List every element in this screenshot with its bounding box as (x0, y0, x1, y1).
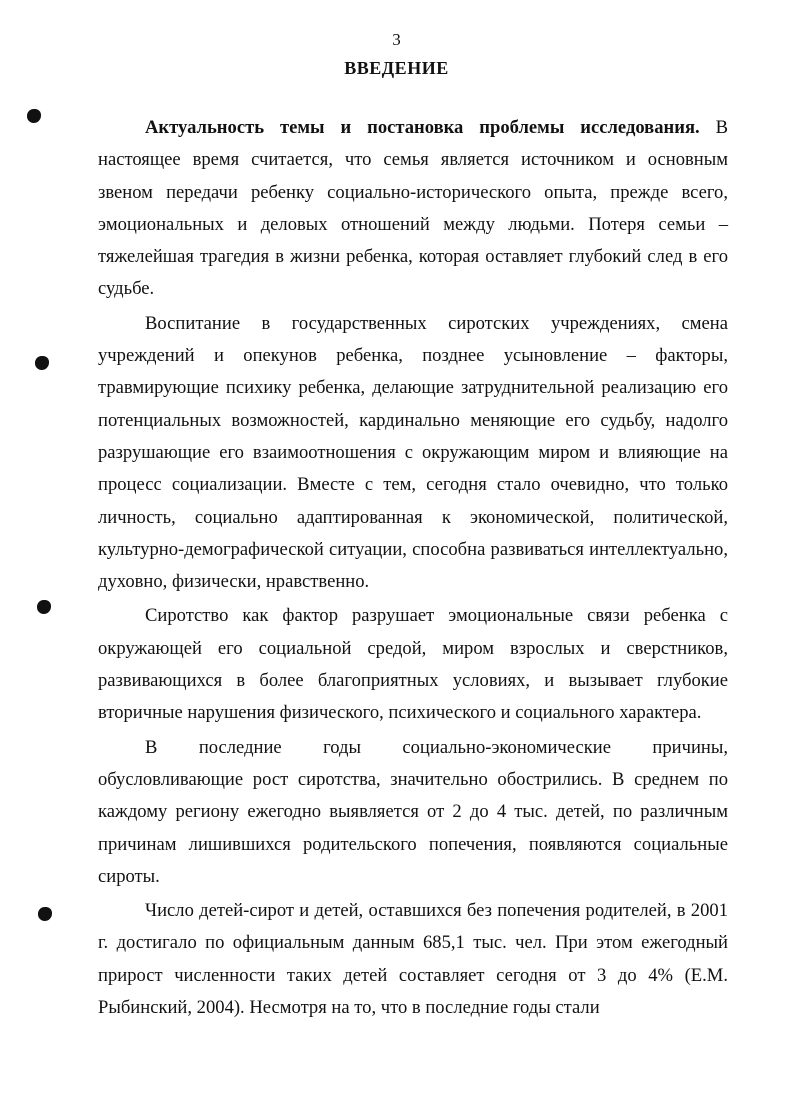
paragraph-1 (98, 112, 728, 306)
body-text (98, 112, 728, 1024)
paragraph-4: В последние годы социально-экономические причины, обусловливающие рост сиротства, значительно обострились. В среднем по каждому региону ежегодно выявляется от 2 до 4 тыс. детей, по различным причинам лишившихся родительского попечения, появляются социальные сироты. (98, 736, 728, 887)
punch-hole-2 (35, 356, 49, 370)
paragraph-5: Число детей-сирот и детей, оставшихся без попечения родителей, в 2001 г. достигало по официальным данным 685,1 тыс. чел. При этом ежегодный прирост численности таких детей составляет сегодня от 3 до 4% (Е.М. Рыбинский, 2004). Несмотря на то, что в последние годы стали (98, 900, 728, 1019)
punch-hole-3 (37, 600, 51, 614)
paragraph-3: Сиротство как фактор разрушает эмоциональные связи ребенка с окружающей его социальной средой, миром взрослых и сверстников, развивающихся в более благоприятных условиях, и вызывает глубокие вторичные нарушения физического, психического и социального характера. (98, 605, 728, 724)
paragraph-1-text: В настоящее время считается, что семья является источником и основным звеном передачи ребенку социально-исторического опыта, прежде всего, эмоциональных и деловых отношений между людьми. Потеря семьи – тяжелейшая трагедия в жизни ребенка, которая оставляет глубокий след в его судьбе. (98, 117, 728, 300)
punch-hole-1 (27, 109, 41, 123)
paragraph-2: Воспитание в государственных сиротских учреждениях, смена учреждений и опекунов ребенка, позднее усыновление – факторы, травмирующие психику ребенка, делающие затруднительной реализацию его потенциальных возможностей, кардинально меняющие его судьбу, надолго разрушающие его взаимоотношения с окружающим миром и влияющие на процесс социализации. Вместе с тем, сегодня стало очевидно, что только личность, социально адаптированная к экономической, политической, культурно-демографической ситуации, способна развиваться интеллектуально, духовно, физически, нравственно. (98, 312, 728, 593)
page-number: 3 (392, 30, 401, 49)
punch-hole-4 (38, 907, 52, 921)
page-heading: ВВЕДЕНИЕ (344, 58, 449, 78)
paragraph-1-lead: Актуальность темы и постановка проблемы исследования. (145, 117, 700, 138)
